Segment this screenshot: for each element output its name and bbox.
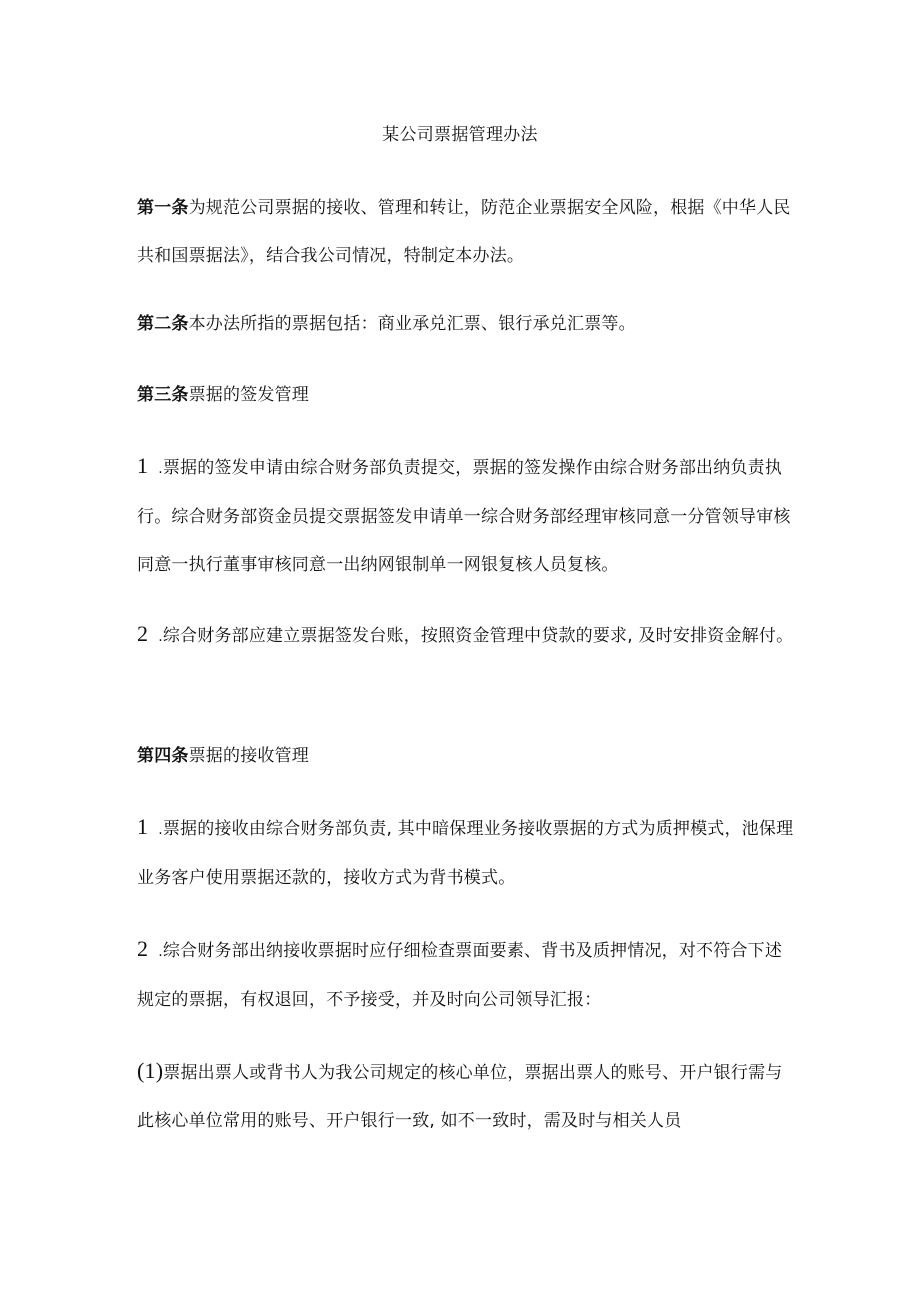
article-1 bbox=[137, 184, 797, 280]
item-text: 综合财务部应建立票据签发台账，按照资金管理中贷款的要求, 及时安排资金解付。 bbox=[162, 626, 794, 646]
article-4-item-2 bbox=[137, 925, 797, 1024]
sub-item-number: (1) bbox=[137, 1058, 164, 1083]
item-number: 2 bbox=[137, 621, 149, 646]
item-number: 2 bbox=[137, 936, 149, 961]
article-4-item-1 bbox=[137, 803, 797, 902]
item-text: 票据的接收由综合财务部负责, 其中暗保理业务接收票据的方式为质押模式，池保理业务客户使用票据还款的，接收方式为背书模式。 bbox=[137, 819, 794, 888]
article-3-item-2 bbox=[137, 610, 797, 661]
item-dot: . bbox=[158, 822, 163, 838]
article-4 bbox=[137, 732, 797, 780]
article-1-label: 第一条 bbox=[137, 198, 189, 218]
article-3-text: 票据的签发管理 bbox=[188, 385, 310, 405]
item-dot: . bbox=[158, 629, 163, 645]
item-number: 1 bbox=[137, 453, 149, 478]
item-text: 票据的签发申请由综合财务部负责提交，票据的签发操作由综合财务部出纳负责执行。综合财务部资金员提交票据签发申请单一综合财务部经理审核同意一分管领导审核同意一执行董事审核同意一出纳网银制单一网银复核人员复核。 bbox=[137, 458, 791, 575]
article-4-text: 票据的接收管理 bbox=[188, 746, 310, 766]
article-4-label: 第四条 bbox=[137, 746, 189, 766]
article-3 bbox=[137, 371, 797, 419]
article-3-label: 第三条 bbox=[137, 385, 189, 405]
item-number: 1 bbox=[137, 814, 149, 839]
article-1-text: 为规范公司票据的接收、管理和转让，防范企业票据安全风险，根据《中华人民共和国票据法》，结合我公司情况，特制定本办法。 bbox=[137, 198, 791, 266]
item-dot: . bbox=[158, 461, 163, 477]
article-3-item-1 bbox=[137, 442, 797, 589]
document-title: 某公司票据管理办法 bbox=[382, 125, 538, 145]
article-4-sub-item-1 bbox=[137, 1047, 797, 1145]
article-2 bbox=[137, 300, 797, 348]
article-2-label: 第二条 bbox=[137, 314, 189, 334]
item-dot: . bbox=[158, 944, 163, 960]
sub-item-text: 票据出票人或背书人为我公司规定的核心单位，票据出票人的账号、开户银行需与此核心单位常用的账号、开户银行一致, 如不一致时，需及时与相关人员 bbox=[137, 1063, 783, 1131]
item-text: 综合财务部出纳接收票据时应仔细检查票面要素、背书及质押情况，对不符合下述规定的票据，有权退回，不予接受，并及时向公司领导汇报： bbox=[137, 941, 783, 1010]
article-2-text: 本办法所指的票据包括：商业承兑汇票、银行承兑汇票等。 bbox=[188, 314, 636, 334]
